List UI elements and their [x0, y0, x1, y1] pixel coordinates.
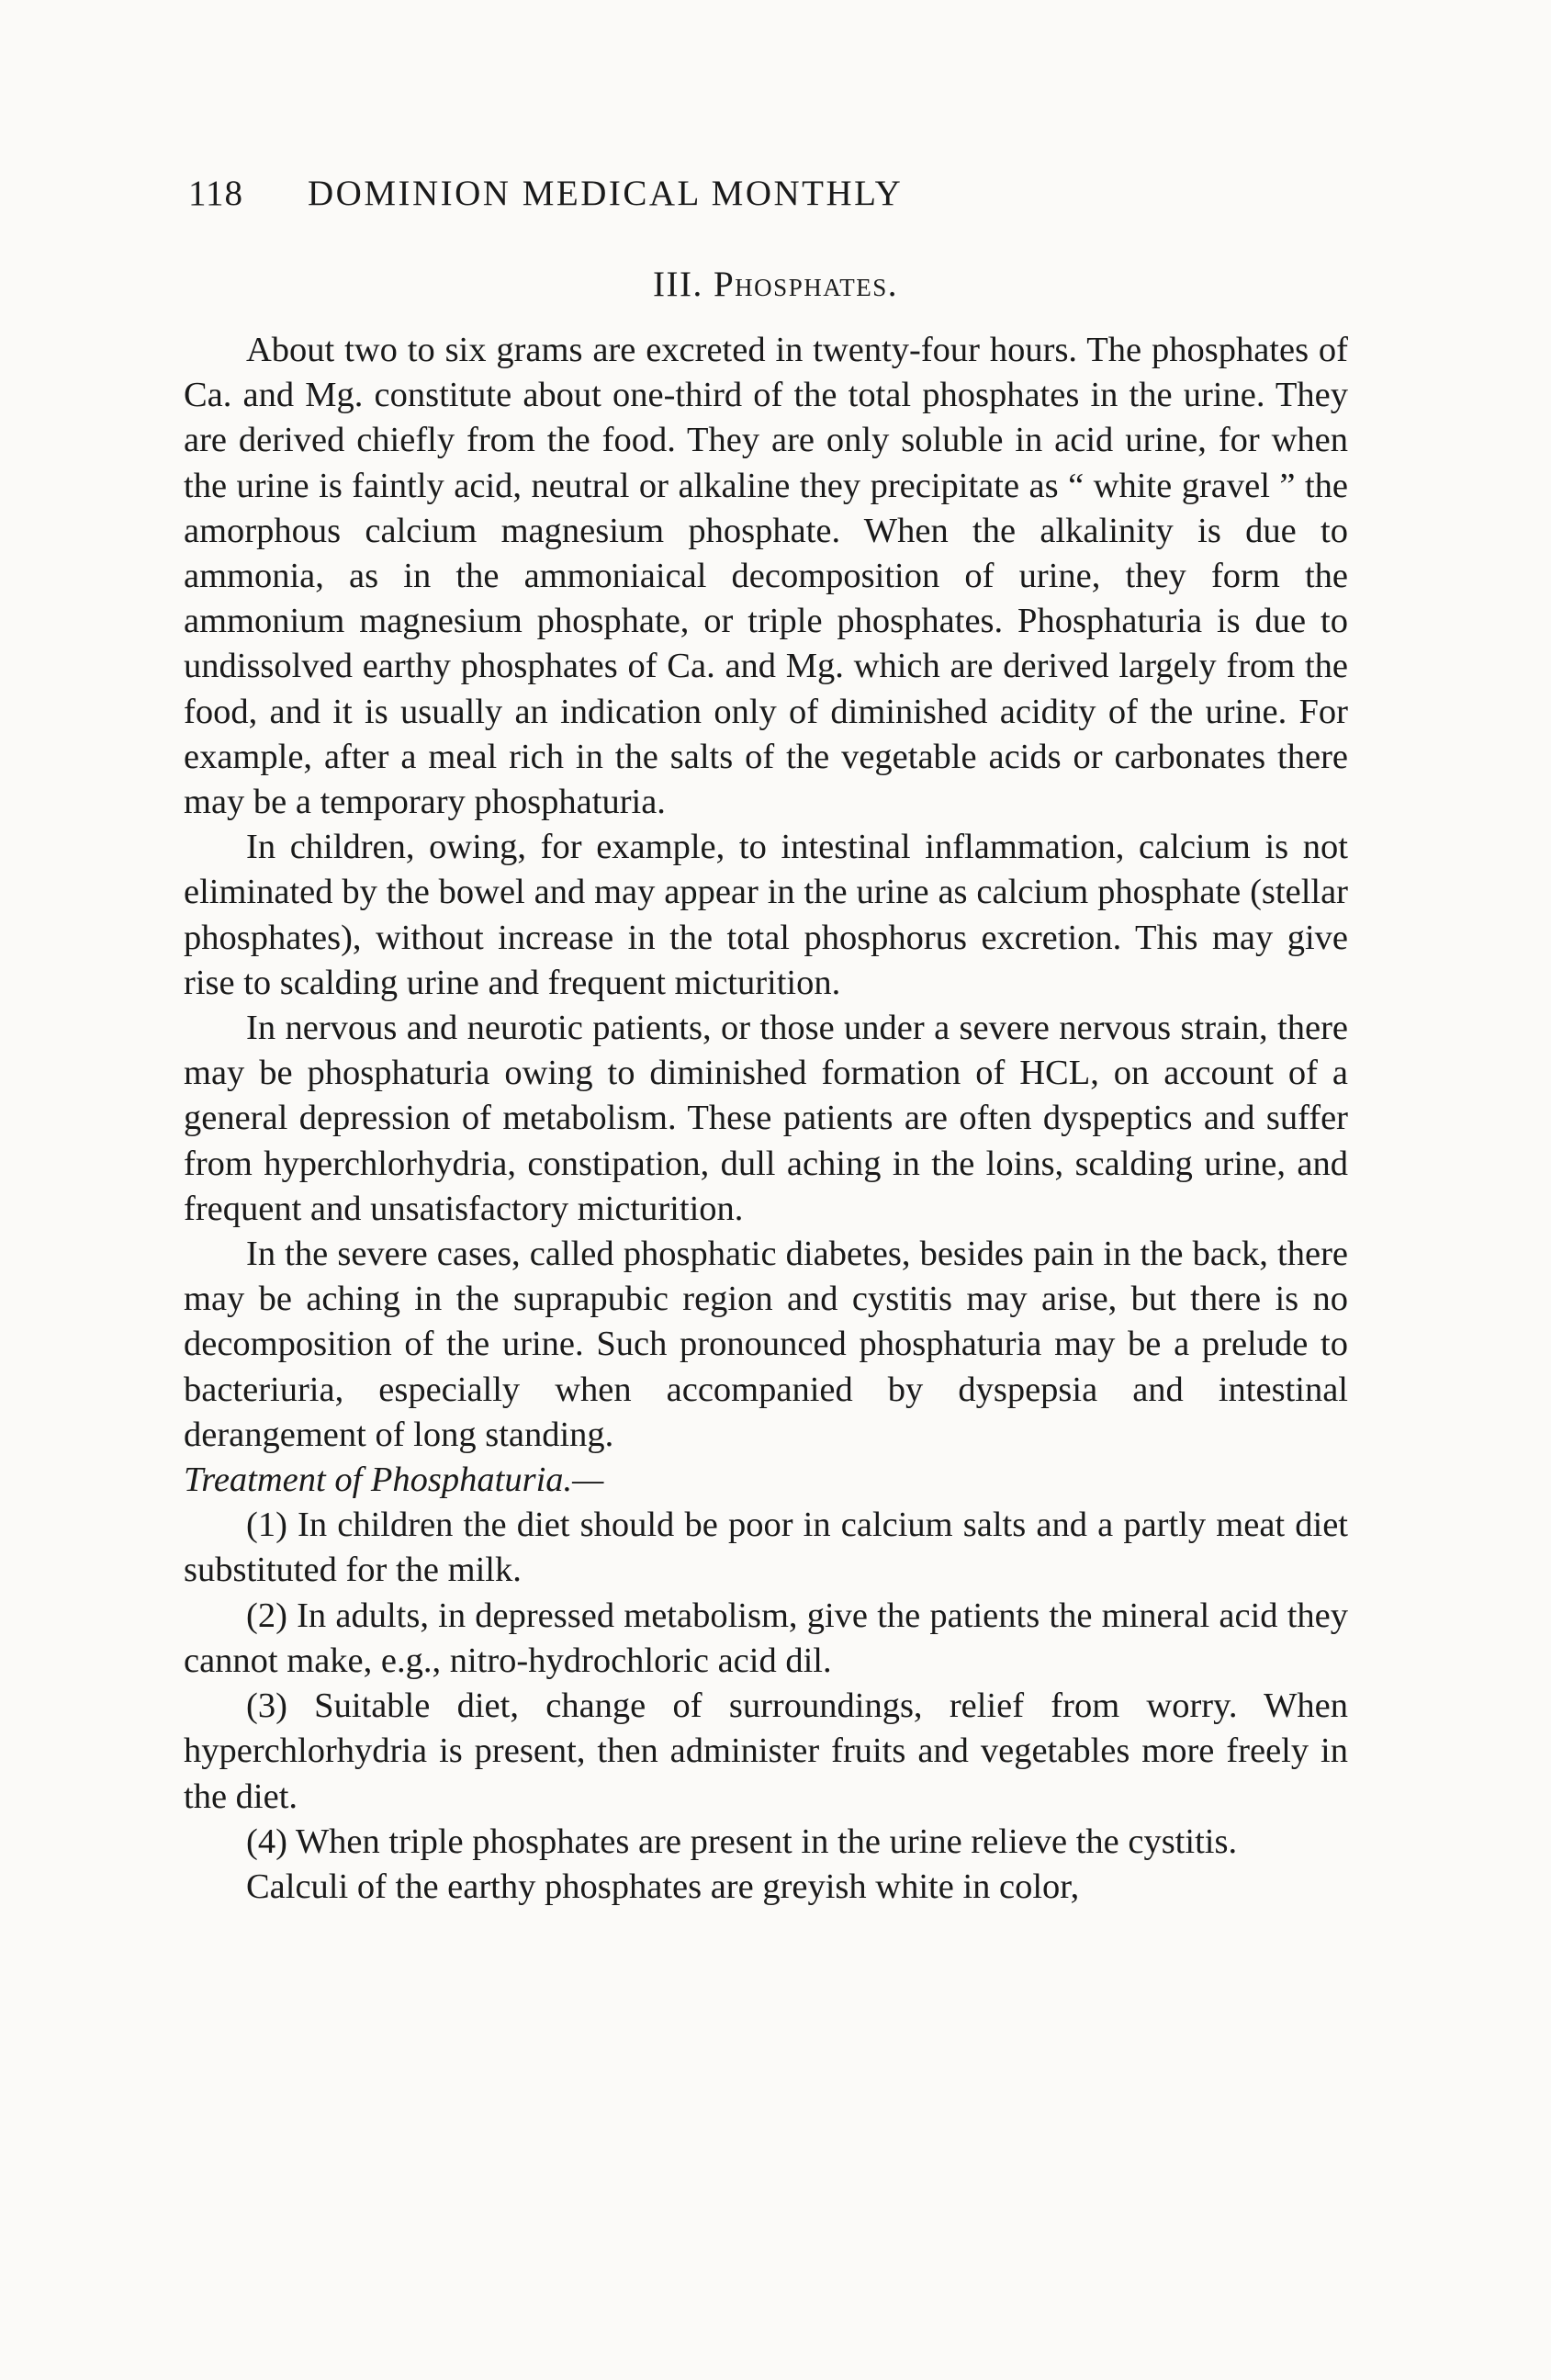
treatment-item-2: (2) In adults, in depressed metabolism, give the patients the mineral acid they cannot make, e.g., nitro-hydrochloric acid dil. — [184, 1596, 1348, 1680]
body-text — [184, 328, 1348, 1910]
paragraph-excretion: About two to six grams are excreted in twenty-four hours. The phosphates of Ca. and Mg. constitute about one-third of the total phosphates in the urine. They are derived chiefly from the food. They are only soluble in acid urine, for when the urine is faintly acid, neutral or alkaline they precipitate as “ white gravel ” the amorphous calcium magnesium phosphate. When the alkalinity is due to ammonia, as in the ammoniaical decomposition of urine, they form the ammonium magnesium phosphate, or triple phosphates. Phosphaturia is due to undissolved earthy phosphates of Ca. and Mg. which are derived largely from the food, and it is usually an indication only of diminished acidity of the urine. For example, after a meal rich in the salts of the vegetable acids or carbonates there may be a temporary phosphaturia. — [184, 331, 1348, 822]
treatment-item-1: (1) In children the diet should be poor in calcium salts and a partly meat diet substituted for the milk. — [184, 1506, 1348, 1590]
treatment-item-4: (4) When triple phosphates are present in the urine relieve the cystitis. — [246, 1822, 1238, 1861]
paragraph-children: In children, owing, for example, to intestinal inflammation, calcium is not eliminated by the bowel and may appear in the urine as calcium phosphate (stellar phosphates), without increase in the total phosphorus excretion. This may give rise to scalding urine and frequent micturition. — [184, 828, 1348, 1002]
paragraph-nervous-patients: In nervous and neurotic patients, or those under a severe nervous strain, there may be phosphaturia owing to diminished formation of HCL, on account of a general depression of metabolism. These patients are often dyspeptics and suffer from hyperchlorhydria, constipation, dull aching in the loins, scalding urine, and frequent and unsatisfactory micturition. — [184, 1009, 1348, 1228]
treatment-heading: Treatment of Phosphaturia.— — [184, 1461, 604, 1500]
page-header — [188, 168, 1134, 220]
closing-paragraph: Calculi of the earthy phosphates are greyish white in color, — [246, 1867, 1080, 1906]
treatment-item-3: (3) Suitable diet, change of surroundings, relief from worry. When hyperchlorhydria is present, then administer fruits and vegetables more freely in the diet. — [184, 1686, 1348, 1816]
running-head: DOMINION MEDICAL MONTHLY — [308, 174, 904, 213]
section-heading: III. Phosphates. — [653, 265, 898, 304]
paragraph-severe-cases: In the severe cases, called phosphatic diabetes, besides pain in the back, there may be aching in the suprapubic region and cystitis may arise, but there is no decomposition of the urine. Such pronounced phosphaturia may be a prelude to bacteriuria, especially when accompanied by dyspepsia and intestinal derangement of long standing. — [184, 1235, 1348, 1454]
page-number: 118 — [188, 174, 244, 213]
